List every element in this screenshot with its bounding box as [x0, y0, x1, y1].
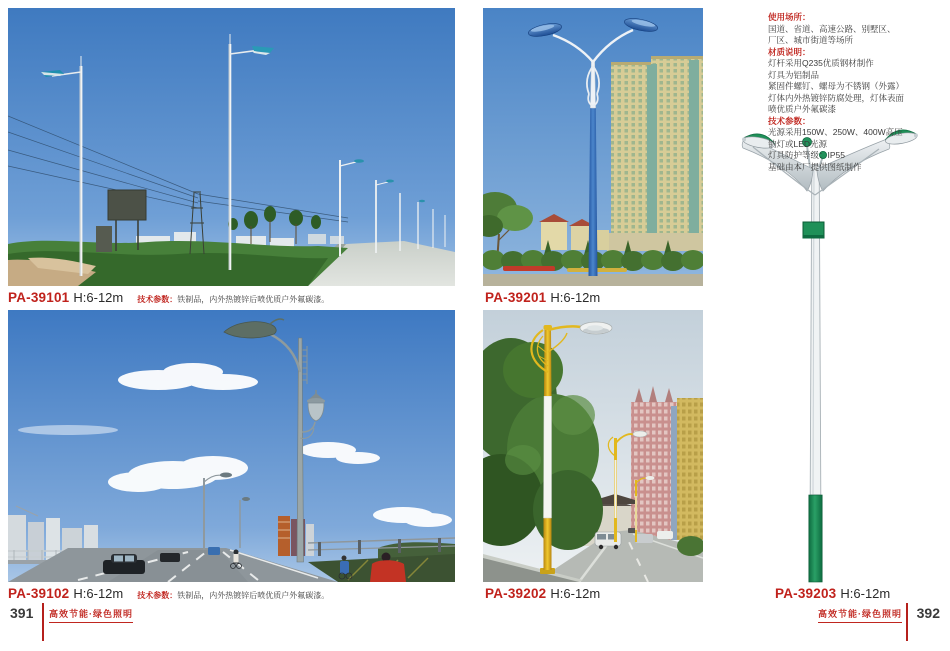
footer-slogan-right: 高效节能·绿色照明: [818, 607, 902, 623]
usage-line: 国道、省道、高速公路、别墅区、: [768, 23, 896, 34]
material-title: 材质说明：: [768, 46, 811, 57]
material-line: 灯杆采用Q235优质钢材制作: [768, 58, 874, 68]
tech-title: 技术参数：: [768, 115, 811, 126]
footer-divider-left: [42, 603, 44, 641]
green-base: [809, 495, 822, 582]
dual-arm-blue-lamp-scene: [483, 8, 703, 286]
note-label: 技术参数：: [137, 591, 178, 600]
bridge-scene: [8, 310, 455, 582]
pole: [810, 165, 821, 495]
sign-panel: [803, 222, 824, 239]
tech-line: 灯具防护等级：IP55: [768, 150, 845, 160]
product-code: PA-39202: [485, 586, 547, 601]
product-height: H:6-12m: [73, 586, 124, 601]
tech-line: 钠灯或LED光源: [768, 138, 828, 149]
usage-title: 使用场所：: [768, 12, 811, 22]
footer-divider-right: [906, 603, 908, 641]
product-code: PA-39201: [485, 290, 547, 305]
product-height: H:6-12m: [550, 290, 601, 305]
yellow-lamp-street-scene: [483, 310, 703, 582]
label-pa-39203: [775, 585, 890, 603]
photo-pa-39201: [483, 8, 703, 286]
highrise-building: [607, 56, 703, 251]
product-code: PA-39101: [8, 290, 70, 305]
label-pa-39101: [8, 289, 329, 307]
material-line: 紧固件螺钉、螺母为不锈钢（外露）: [768, 81, 905, 91]
photo-pa-39101: [8, 8, 455, 286]
page-number-left: 391: [10, 605, 34, 621]
footer-slogan-left: 高效节能·绿色照明: [49, 607, 133, 623]
page-number-right: 392: [916, 605, 940, 621]
label-pa-39201: [485, 289, 600, 307]
product-height: H:6-12m: [550, 586, 601, 601]
photo-pa-39102: [8, 310, 455, 582]
product-code: PA-39203: [775, 586, 837, 601]
note-text: 铁制品，内外热镀锌后喷优质户外氟碳漆。: [177, 295, 330, 304]
note-label: 技术参数：: [137, 295, 178, 304]
product-code: PA-39102: [8, 586, 70, 601]
product-height: H:6-12m: [840, 586, 891, 601]
spec-info-panel: [768, 12, 948, 173]
tech-line: 光源采用150W、250W、400W高压: [768, 127, 903, 137]
product-height: H:6-12m: [73, 290, 124, 305]
street-row-scene: [8, 8, 455, 286]
material-line: 灯体内外热镀锌防腐处理，灯体表面: [768, 92, 905, 103]
note-text: 铁制品，内外热镀锌后喷优质户外氟碳漆。: [177, 591, 330, 600]
material-line: 灯具为铝制品: [768, 69, 820, 80]
label-pa-39202: [485, 585, 600, 603]
usage-line: 厂区、城市街道等场所: [768, 35, 854, 45]
material-line: 喷优质户外氟碳漆: [768, 104, 837, 114]
photo-pa-39202: [483, 310, 703, 582]
label-pa-39102: [8, 585, 329, 603]
red-flowers: [503, 266, 555, 271]
tech-line: 基础由本厂提供图纸制作: [768, 161, 862, 172]
